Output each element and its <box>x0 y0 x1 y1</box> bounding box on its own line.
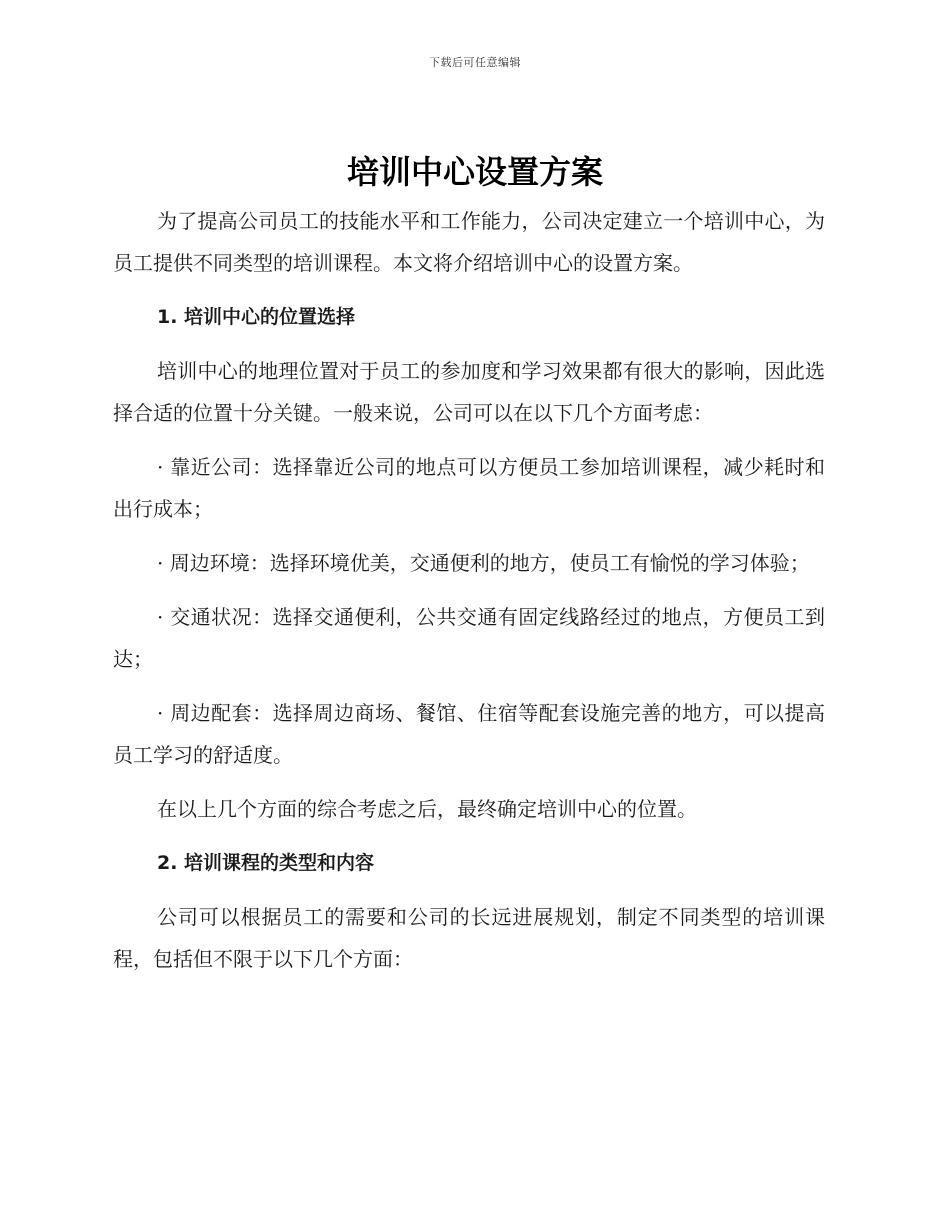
section1-bullet: · 交通状况：选择交通便利，公共交通有固定线路经过的地点，方便员工到达； <box>113 605 825 671</box>
section2-paragraph: 公司可以根据员工的需要和公司的长远进展规划，制定不同类型的培训课程，包括但不限于以下几个方面： <box>113 905 825 971</box>
section1-paragraph: 培训中心的地理位置对于员工的参加度和学习效果都有很大的影响，因此选择合适的位置十分关键。一般来说，公司可以在以下几个方面考虑： <box>113 359 825 425</box>
section1-bullet: · 靠近公司：选择靠近公司的地点可以方便员工参加培训课程，减少耗时和出行成本； <box>113 455 825 521</box>
section2-heading: 2. 培训课程的类型和内容 <box>157 852 375 874</box>
document-body <box>113 200 825 992</box>
header-note: 下载后可任意编辑 <box>429 56 521 69</box>
intro-paragraph: 为了提高公司员工的技能水平和工作能力，公司决定建立一个培训中心，为员工提供不同类型的培训课程。本文将介绍培训中心的设置方案。 <box>113 209 825 275</box>
section1-heading: 1. 培训中心的位置选择 <box>157 306 356 328</box>
section1-bullet: · 周边环境：选择环境优美，交通便利的地方，使员工有愉悦的学习体验； <box>157 551 810 575</box>
document-title: 培训中心设置方案 <box>346 153 603 191</box>
section1-conclusion: 在以上几个方面的综合考虑之后，最终确定培训中心的位置。 <box>157 797 697 821</box>
section1-bullet: · 周边配套：选择周边商场、餐馆、住宿等配套设施完善的地方，可以提高员工学习的舒适度。 <box>113 701 825 767</box>
